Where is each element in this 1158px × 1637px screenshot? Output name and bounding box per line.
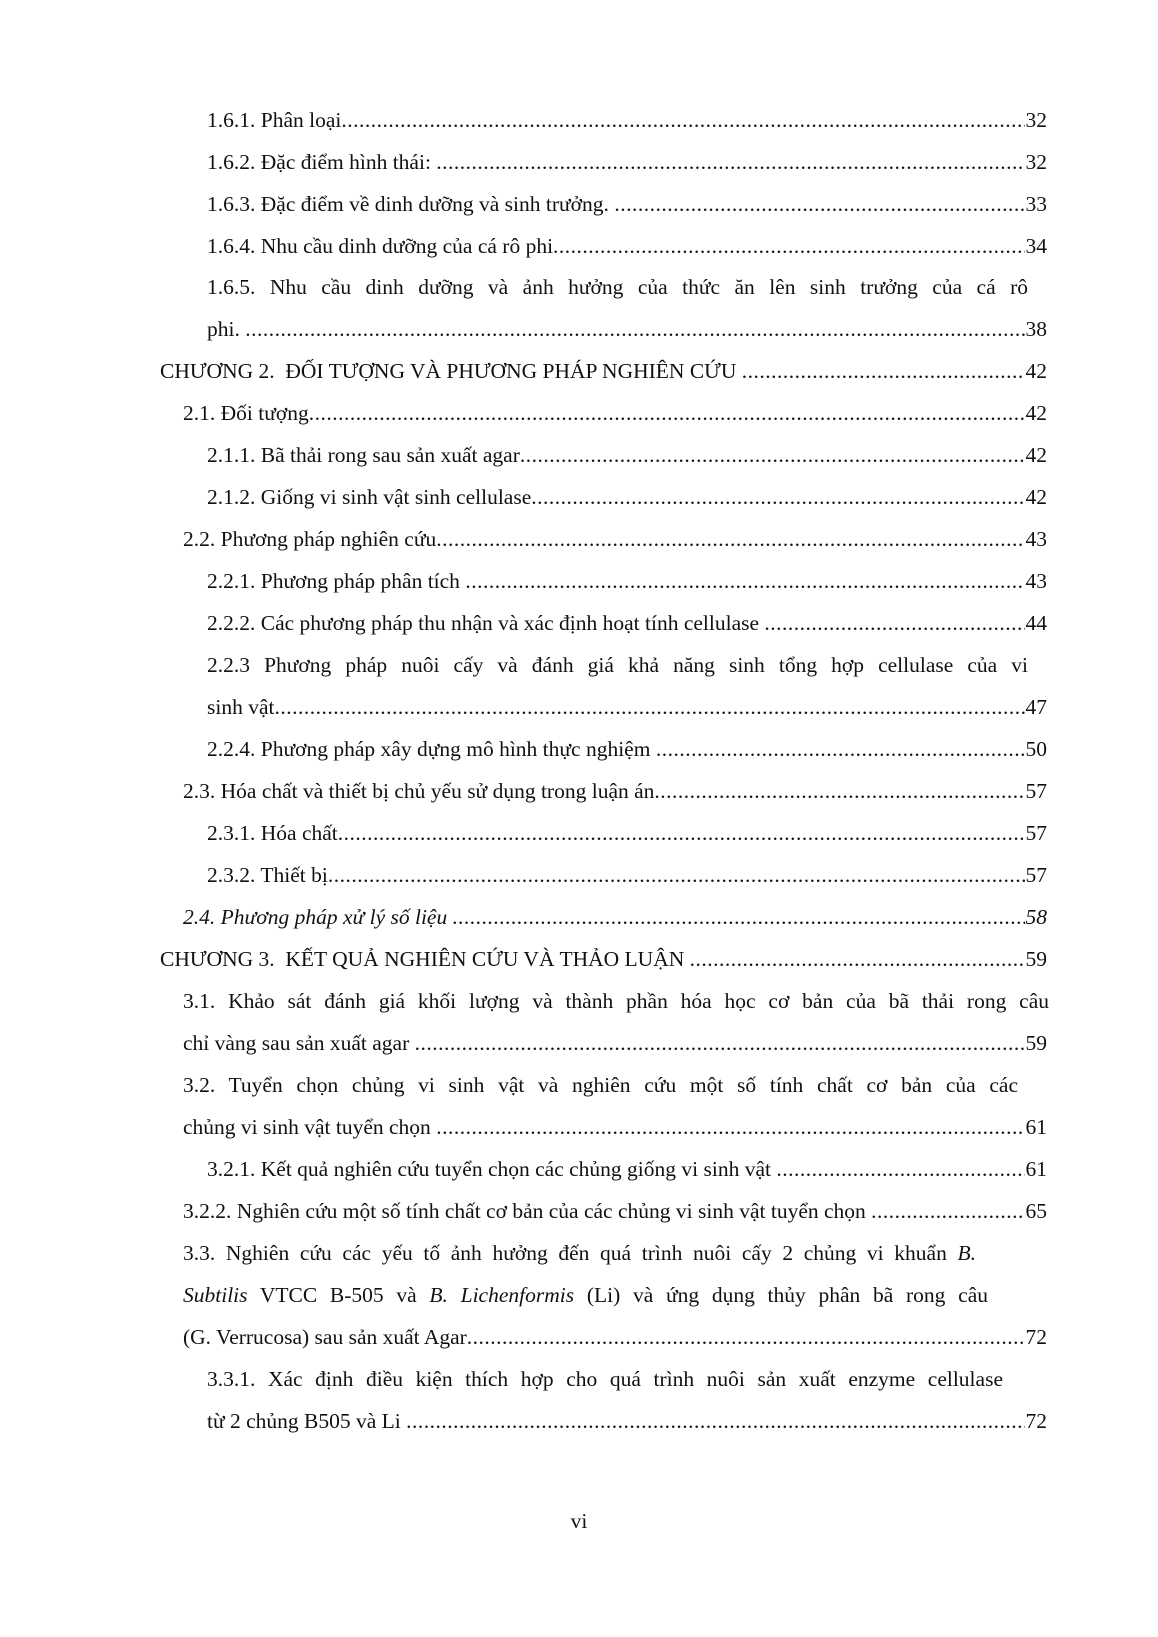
toc-entry-2-3-2: 2.3.2. Thiết bị ..... 57 [207, 862, 1047, 888]
toc-entry-2-2-2: 2.2.2. Các phương pháp thu nhận và xác định hoạt tính cellulase ..... 44 [207, 610, 1047, 636]
toc-entry-3-1-line2: chỉ vàng sau sản xuất agar ..... 59 [183, 1030, 1047, 1056]
toc-entry-3-2-2: 3.2.2. Nghiên cứu một số tính chất cơ bản của các chủng vi sinh vật tuyển chọn ..... 65 [183, 1198, 1047, 1224]
toc-entry-1-6-5-line1: 1.6.5. Nhu cầu dinh dưỡng và ảnh hưởng của thức ăn lên sinh trưởng của cá rô [207, 275, 1028, 299]
toc-entry-2-4: 2.4. Phương pháp xử lý số liệu ..... 58 [183, 904, 1047, 930]
toc-entry-2-2-4: 2.2.4. Phương pháp xây dựng mô hình thực nghiệm ..... 50 [207, 736, 1047, 762]
toc-entry-2-3-1: 2.3.1. Hóa chất ..... 57 [207, 820, 1047, 846]
toc-entry-2-2: 2.2. Phương pháp nghiên cứu ..... 43 [183, 526, 1047, 552]
toc-entry-2-2-3-line1: 2.2.3 Phương pháp nuôi cấy và đánh giá khả năng sinh tổng hợp cellulase của vi [207, 653, 1028, 677]
toc-chapter-2: CHƯƠNG 2. ĐỐI TƯỢNG VÀ PHƯƠNG PHÁP NGHIÊN CỨU ..... 42 [160, 358, 1047, 384]
page-number: vi [570, 1509, 588, 1533]
toc-entry-2-1: 2.1. Đối tượng ..... 42 [183, 400, 1047, 426]
toc-entry-3-2-line2: chủng vi sinh vật tuyển chọn ..... 61 [183, 1114, 1047, 1140]
toc-entry-3-1-line1: 3.1. Khảo sát đánh giá khối lượng và thành phần hóa học cơ bản của bã thải rong câu [183, 989, 1049, 1013]
toc-entry-3-2-line1: 3.2. Tuyển chọn chủng vi sinh vật và nghiên cứu một số tính chất cơ bản của các [183, 1073, 1018, 1097]
toc-entry-3-2-1: 3.2.1. Kết quả nghiên cứu tuyển chọn các chủng giống vi sinh vật ..... 61 [207, 1156, 1047, 1182]
toc-entry-3-3-1-line2: từ 2 chủng B505 và Li ..... 72 [207, 1408, 1047, 1434]
toc-entry-3-3-line2: Subtilis VTCC B-505 và B. Lichenformis (Li) và ứng dụng thủy phân bã rong câu [183, 1283, 988, 1307]
toc-entry-1-6-5-line2: phi. ..... 38 [207, 316, 1047, 342]
toc-entry-3-3-line3: (G. Verrucosa) sau sản xuất Agar ..... 72 [183, 1324, 1047, 1350]
toc-chapter-3: CHƯƠNG 3. KẾT QUẢ NGHIÊN CỨU VÀ THẢO LUẬN ..... 59 [160, 946, 1047, 972]
toc-entry-2-3: 2.3. Hóa chất và thiết bị chủ yếu sử dụng trong luận án ..... 57 [183, 778, 1047, 804]
toc-entry-1-6-2: 1.6.2. Đặc điểm hình thái: ..... 32 [207, 149, 1047, 175]
toc-entry-2-2-3-line2: sinh vật ..... 47 [207, 694, 1047, 720]
toc-entry-1-6-1: 1.6.1. Phân loại ..... 32 [207, 107, 1047, 133]
toc-entry-2-1-2: 2.1.2. Giống vi sinh vật sinh cellulase ..... 42 [207, 484, 1047, 510]
toc-entry-1-6-4: 1.6.4. Nhu cầu dinh dưỡng của cá rô phi ..... 34 [207, 233, 1047, 259]
toc-entry-2-1-1: 2.1.1. Bã thải rong sau sản xuất agar ..... 42 [207, 442, 1047, 468]
toc-entry-3-3-line1: 3.3. Nghiên cứu các yếu tố ảnh hưởng đến quá trình nuôi cấy 2 chủng vi khuẩn B. [183, 1241, 976, 1265]
toc-entry-3-3-1-line1: 3.3.1. Xác định điều kiện thích hợp cho quá trình nuôi sản xuất enzyme cellulase [207, 1367, 1003, 1391]
toc-entry-1-6-3: 1.6.3. Đặc điểm về dinh dưỡng và sinh trưởng. ..... 33 [207, 191, 1047, 217]
toc-entry-2-2-1: 2.2.1. Phương pháp phân tích ..... 43 [207, 568, 1047, 594]
